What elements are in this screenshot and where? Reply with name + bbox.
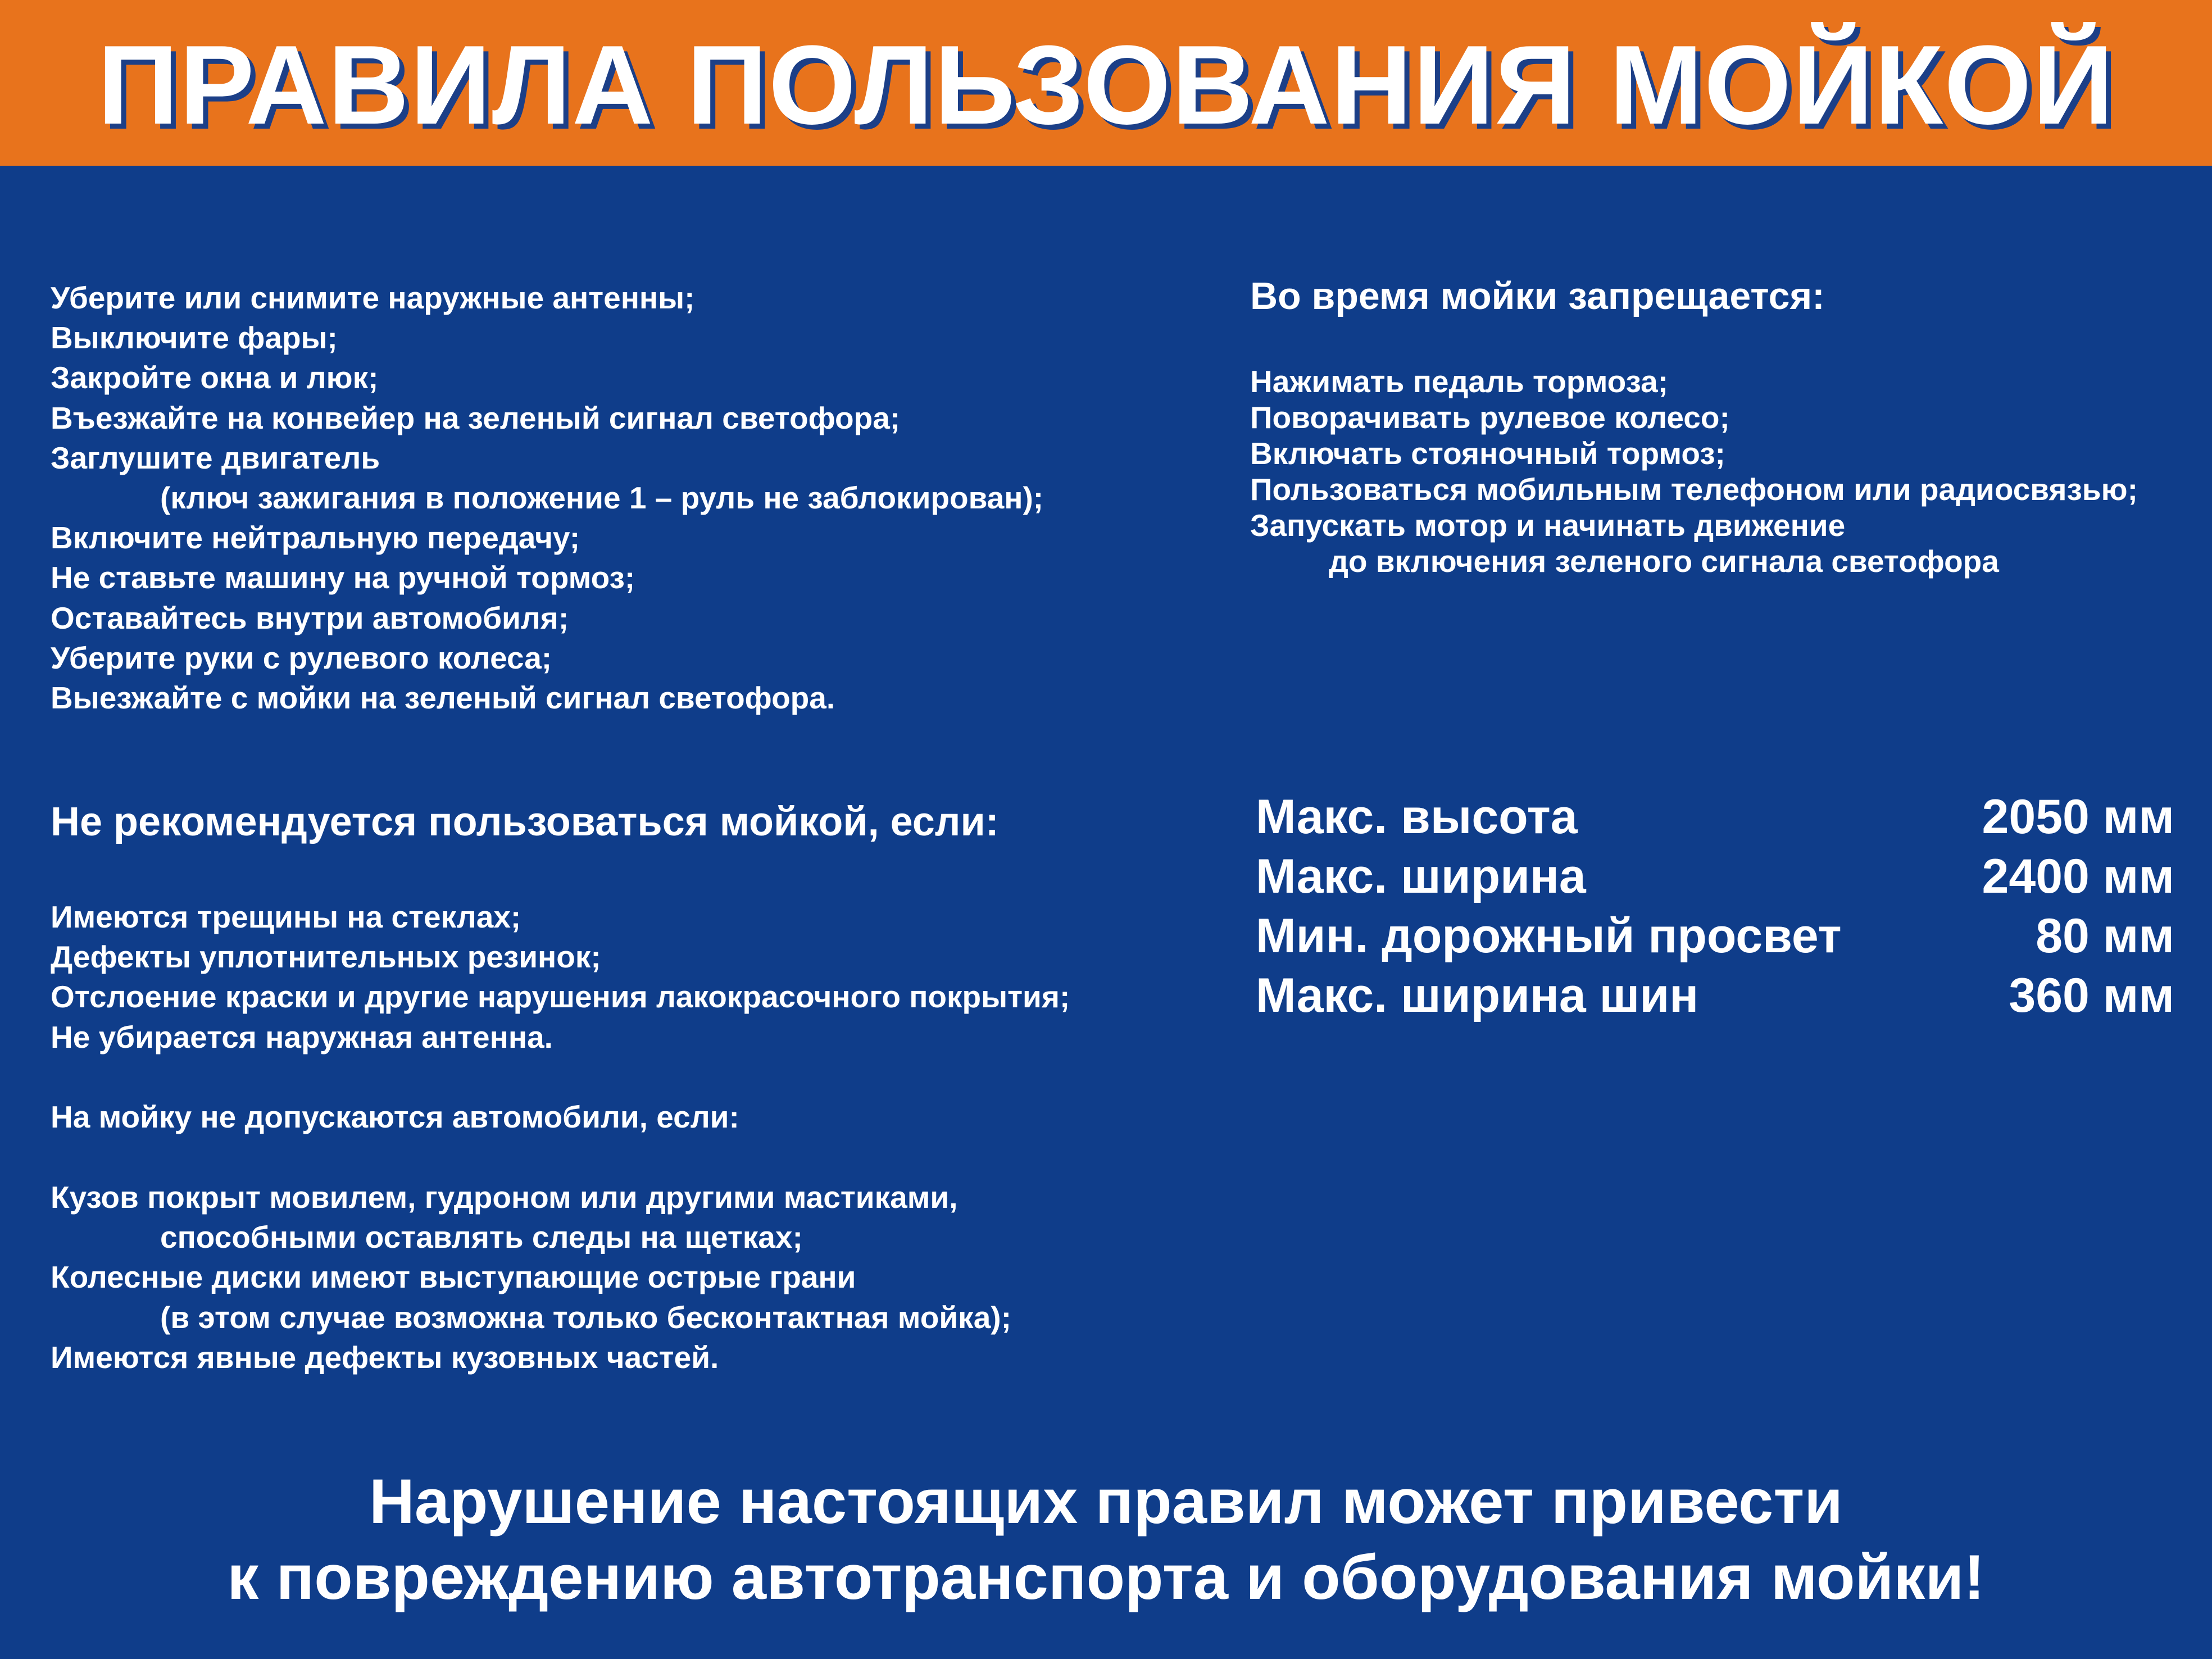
list-item: Не ставьте машину на ручной тормоз; bbox=[51, 560, 635, 596]
forbidden-heading: Во время мойки запрещается: bbox=[1250, 275, 1825, 317]
list-item: Заглушите двигатель bbox=[51, 440, 380, 475]
spec-value: 360 мм bbox=[2009, 969, 2174, 1022]
list-item: Выключите фары; bbox=[51, 320, 338, 356]
list-item: Нажимать педаль тормоза; bbox=[1250, 364, 1669, 399]
header-banner bbox=[0, 0, 2212, 166]
spec-label: Макс. ширина шин bbox=[1256, 969, 1699, 1022]
warning-message bbox=[0, 1463, 2212, 1615]
vehicle-limits bbox=[1256, 789, 2174, 1028]
list-item: Имеются трещины на стеклах; bbox=[51, 899, 521, 934]
list-item: Выезжайте с мойки на зеленый сигнал светофора. bbox=[51, 680, 835, 716]
list-item: Дефекты уплотнительных резинок; bbox=[51, 939, 601, 975]
list-item-note: способными оставлять следы на щетках; bbox=[160, 1220, 803, 1255]
preparation-list bbox=[51, 278, 1043, 718]
list-item: Уберите руки с рулевого колеса; bbox=[51, 640, 552, 675]
list-item: Отслоение краски и другие нарушения лакокрасочного покрытия; bbox=[51, 979, 1070, 1015]
list-item-note: до включения зеленого сигнала светофора bbox=[1329, 544, 1999, 579]
list-item-note: (ключ зажигания в положение 1 – руль не заблокирован); bbox=[160, 480, 1044, 516]
list-item: Не убирается наружная антенна. bbox=[51, 1019, 553, 1055]
warning-line-1: Нарушение настоящих правил может привести bbox=[369, 1466, 1843, 1537]
not-allowed-heading: На мойку не допускаются автомобили, если: bbox=[51, 1099, 739, 1134]
spec-label: Макс. высота bbox=[1256, 790, 1578, 844]
list-item-note: (в этом случае возможна только бесконтактная мойка); bbox=[160, 1299, 1011, 1335]
list-item: Въезжайте на конвейер на зеленый сигнал светофора; bbox=[51, 400, 901, 435]
spec-value: 2400 мм bbox=[1982, 849, 2174, 903]
spec-row-max-height bbox=[1256, 789, 2174, 849]
page-title: ПРАВИЛА ПОЛЬЗОВАНИЯ МОЙКОЙ bbox=[97, 22, 2115, 148]
spec-value: 2050 мм bbox=[1982, 790, 2174, 844]
list-item: Колесные диски имеют выступающие острые грани bbox=[51, 1260, 856, 1295]
list-item: Включать стояночный тормоз; bbox=[1250, 436, 1725, 471]
list-item: Кузов покрыт мовилем, гудроном или другими мастиками, bbox=[51, 1180, 958, 1215]
spec-label: Макс. ширина bbox=[1256, 849, 1586, 903]
list-item: Поворачивать рулевое колесо; bbox=[1250, 400, 1730, 435]
not-recommended-list bbox=[51, 897, 1070, 1057]
list-item: Уберите или снимите наружные антенны; bbox=[51, 280, 695, 315]
list-item: Включите нейтральную передачу; bbox=[51, 520, 580, 556]
not-recommended-heading: Не рекомендуется пользоваться мойкой, если: bbox=[51, 799, 999, 844]
forbidden-list bbox=[1250, 363, 2138, 579]
list-item: Имеются явные дефекты кузовных частей. bbox=[51, 1339, 719, 1375]
list-item: Закройте окна и люк; bbox=[51, 360, 379, 396]
list-item: Оставайтесь внутри автомобиля; bbox=[51, 600, 569, 635]
spec-value: 80 мм bbox=[2036, 909, 2174, 963]
list-item: Запускать мотор и начинать движение bbox=[1250, 508, 1846, 543]
warning-line-2: к повреждению автотранспорта и оборудования мойки! bbox=[227, 1542, 1985, 1612]
spec-label: Мин. дорожный просвет bbox=[1256, 909, 1842, 963]
spec-row-max-tire-width bbox=[1256, 968, 2174, 1028]
not-allowed-list bbox=[51, 1178, 1011, 1378]
spec-row-min-clearance bbox=[1256, 908, 2174, 968]
spec-row-max-width bbox=[1256, 849, 2174, 908]
list-item: Пользоваться мобильным телефоном или радиосвязью; bbox=[1250, 472, 2138, 507]
